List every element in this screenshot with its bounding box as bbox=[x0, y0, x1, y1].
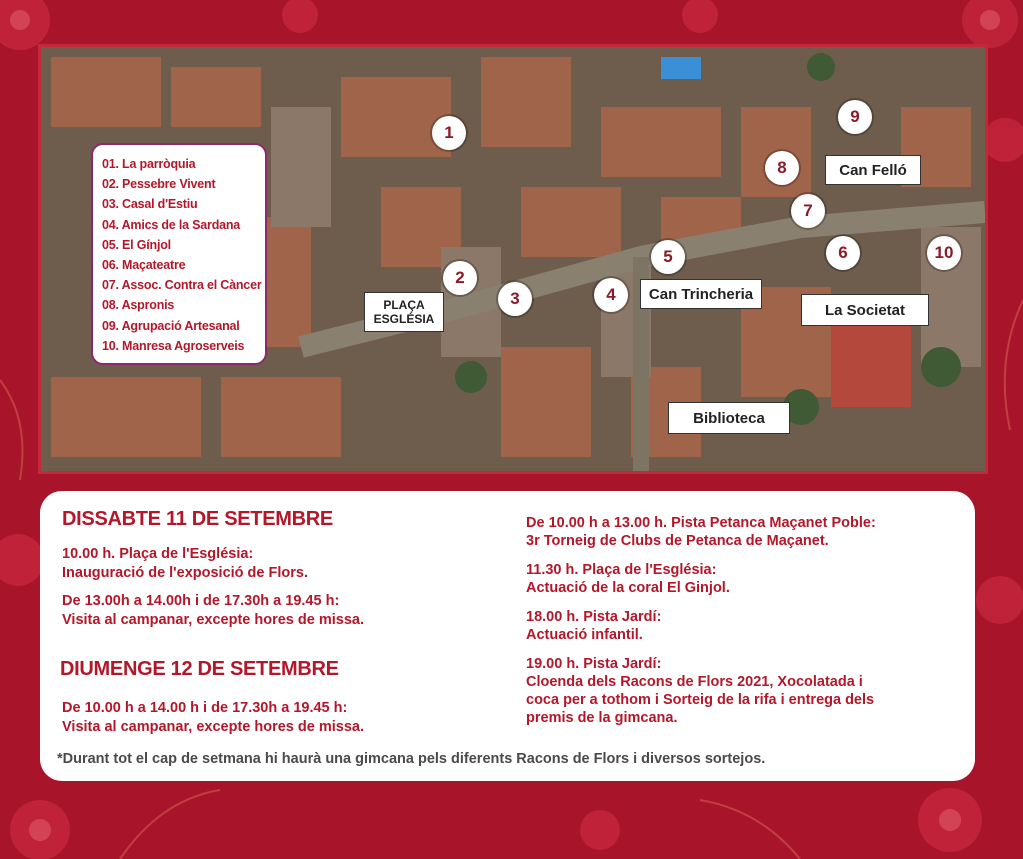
map-label-biblioteca: Biblioteca bbox=[668, 402, 790, 434]
right-event-2-time: 11.30 h. Plaça de l'Església: bbox=[526, 562, 717, 578]
map-marker-3[interactable]: 3 bbox=[498, 282, 532, 316]
right-event-4-desc-2: coca per a tothom i Sorteig de la rifa i entrega dels bbox=[526, 692, 875, 708]
legend-item: 04. Amics de la Sardana bbox=[102, 217, 241, 232]
footnote: *Durant tot el cap de setmana hi haurà una gimcana pels diferents Racons de Flors i diversos sortejos. bbox=[57, 751, 766, 767]
legend-item: 09. Agrupació Artesanal bbox=[102, 318, 240, 333]
schedule-panel bbox=[40, 491, 975, 781]
map-marker-8[interactable]: 8 bbox=[765, 151, 799, 185]
sat-event-1-desc: Inauguració de l'exposició de Flors. bbox=[62, 565, 308, 581]
map-marker-7[interactable]: 7 bbox=[791, 194, 825, 228]
right-event-3-time: 18.00 h. Pista Jardí: bbox=[526, 609, 662, 625]
saturday-heading: DISSABTE 11 DE SETEMBRE bbox=[62, 508, 333, 530]
map-marker-9[interactable]: 9 bbox=[838, 100, 872, 134]
legend-item: 10. Manresa Agroserveis bbox=[102, 338, 245, 353]
map-marker-10[interactable]: 10 bbox=[927, 236, 961, 270]
right-event-2-desc: Actuació de la coral El Ginjol. bbox=[526, 580, 730, 596]
right-event-4-desc-3: premis de la gimcana. bbox=[526, 710, 678, 726]
right-event-1-desc: 3r Torneig de Clubs de Petanca de Maçanet. bbox=[526, 533, 829, 549]
sun-event-1-time: De 10.00 h a 14.00 h i de 17.30h a 19.45 h: bbox=[62, 700, 348, 716]
sun-event-1-desc: Visita al campanar, excepte hores de missa. bbox=[62, 719, 364, 735]
sunday-heading: DIUMENGE 12 DE SETEMBRE bbox=[60, 658, 339, 680]
placa-line1: PLAÇA bbox=[383, 298, 425, 312]
sat-event-2-desc: Visita al campanar, excepte hores de missa. bbox=[62, 612, 364, 628]
map-label-can-fello: Can Felló bbox=[825, 155, 921, 185]
sat-event-1-time: 10.00 h. Plaça de l'Església: bbox=[62, 546, 254, 562]
sat-event-2-time: De 13.00h a 14.00h i de 17.30h a 19.45 h: bbox=[62, 593, 340, 609]
aerial-map[interactable] bbox=[38, 44, 988, 474]
legend-item: 02. Pessebre Vivent bbox=[102, 177, 216, 192]
right-event-4-desc-1: Cloenda dels Racons de Flors 2021, Xocolatada i bbox=[526, 674, 863, 690]
right-event-1-time: De 10.00 h a 13.00 h. Pista Petanca Maçanet Poble: bbox=[526, 515, 876, 531]
map-marker-6[interactable]: 6 bbox=[826, 236, 860, 270]
right-event-3-desc: Actuació infantil. bbox=[526, 627, 643, 643]
map-label-can-trincheria: Can Trincheria bbox=[640, 279, 762, 309]
map-label-placa-esglesia bbox=[364, 292, 444, 332]
legend-item: 05. El Gínjol bbox=[102, 237, 171, 252]
map-marker-1[interactable]: 1 bbox=[432, 116, 466, 150]
map-marker-4[interactable]: 4 bbox=[594, 278, 628, 312]
legend-item: 07. Assoc. Contra el Càncer bbox=[102, 278, 262, 293]
placa-line2: ESGLÉSIA bbox=[373, 312, 435, 326]
map-marker-5[interactable]: 5 bbox=[651, 240, 685, 274]
legend-item: 03. Casal d'Estiu bbox=[102, 197, 198, 212]
map-marker-2[interactable]: 2 bbox=[443, 261, 477, 295]
legend-item: 06. Maçateatre bbox=[102, 258, 186, 273]
legend-box bbox=[91, 143, 267, 365]
legend-item: 01. La parròquia bbox=[102, 157, 196, 171]
right-event-4-time: 19.00 h. Pista Jardí: bbox=[526, 656, 662, 672]
map-label-la-societat: La Societat bbox=[801, 294, 929, 326]
legend-item: 08. Aspronis bbox=[102, 298, 175, 313]
